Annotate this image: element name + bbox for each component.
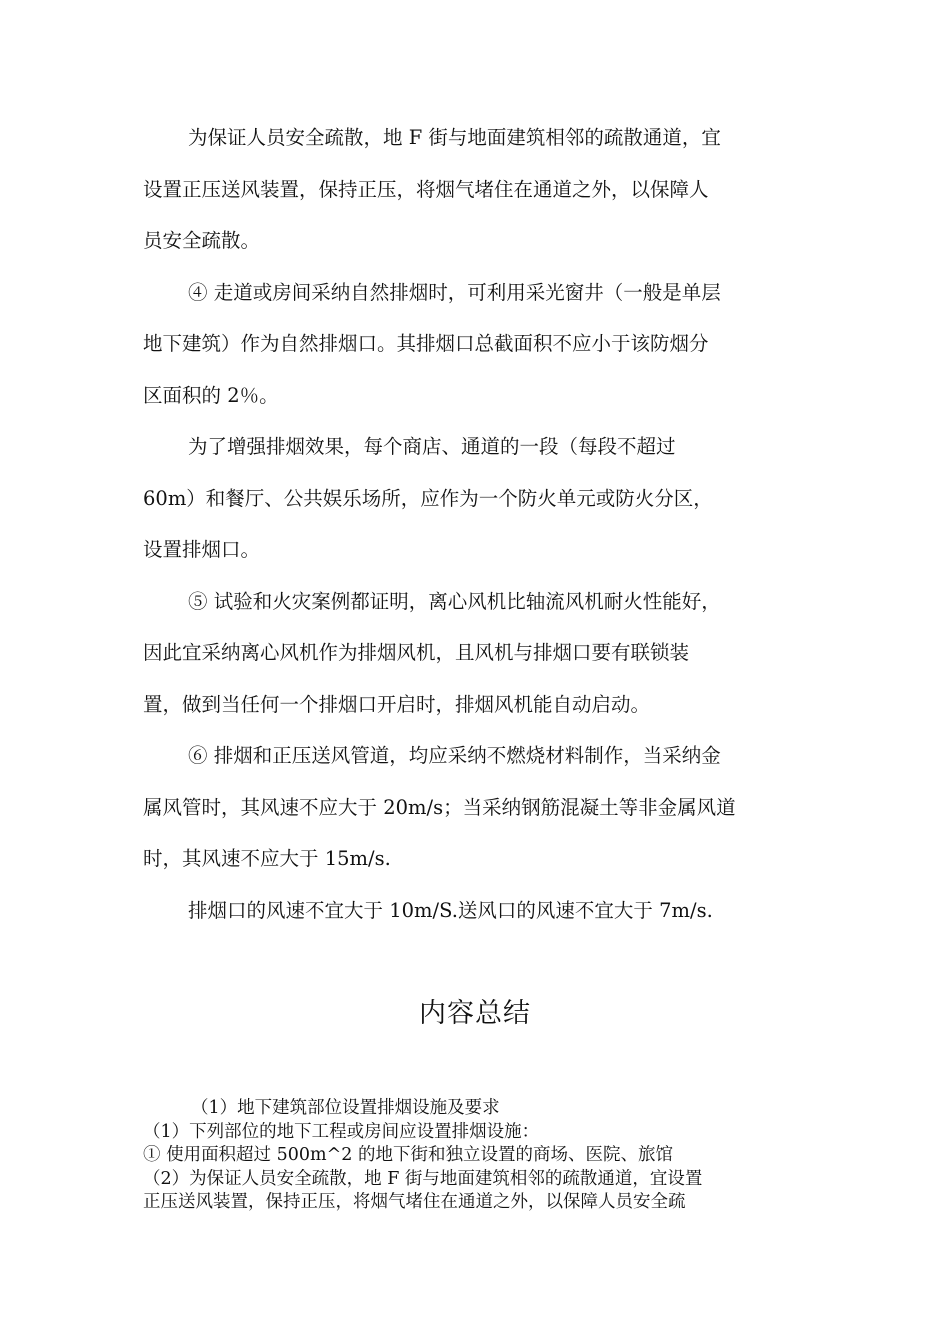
paragraph-3 — [143, 421, 808, 576]
summary-line: ① 使用面积超过 500m^2 的地下街和独立设置的商场、医院、旅馆 — [143, 1145, 673, 1166]
text-line: 排烟口的风速不宜大于 10m/S.送风口的风速不宜大于 7m/s. — [188, 898, 713, 922]
body-text — [143, 112, 808, 936]
summary-line: 正压送风装置，保持正压，将烟气堵住在通道之外，以保障人员安全疏 — [143, 1192, 686, 1213]
text-line: 因此宜采纳离心风机作为排烟风机，且风机与排烟口要有联锁装 — [143, 641, 690, 664]
text-line: 员安全疏散。 — [143, 229, 261, 252]
summary-section — [143, 1097, 813, 1215]
text-line: 设置正压送风装置，保持正压，将烟气堵住在通道之外，以保障人 — [143, 177, 709, 201]
text-line: 时，其风速不应大于 15m/s. — [143, 847, 391, 870]
text-line: 60m）和餐厅、公共娱乐场所，应作为一个防火单元或防火分区， — [143, 486, 713, 510]
text-line: 为了增强排烟效果，每个商店、通道的一段（每段不超过 — [188, 435, 676, 458]
text-line: ⑤ 试验和火灾案例都证明，离心风机比轴流风机耐火性能好， — [188, 589, 721, 613]
paragraph-4 — [143, 576, 808, 731]
paragraph-6 — [143, 885, 808, 937]
paragraph-1 — [143, 112, 808, 267]
summary-line: （1）地下建筑部位设置排烟设施及要求 — [191, 1098, 500, 1118]
text-line: 地下建筑）作为自然排烟口。其排烟口总截面积不应小于该防烟分 — [143, 332, 709, 355]
text-line: 为保证人员安全疏散，地 F 街与地面建筑相邻的疏散通道，宜 — [188, 126, 721, 149]
summary-line: （2）为保证人员安全疏散，地 F 街与地面建筑相邻的疏散通道，宜设置 — [143, 1168, 703, 1189]
summary-title: 内容总结 — [419, 998, 531, 1029]
paragraph-2 — [143, 267, 808, 422]
text-line: 属风管时，其风速不应大于 20m/s；当采纳钢筋混凝土等非金属风道 — [143, 795, 736, 819]
text-line: 区面积的 2％。 — [143, 383, 279, 407]
paragraph-5 — [143, 730, 808, 885]
summary-line: （1）下列部位的地下工程或房间应设置排烟设施： — [143, 1121, 540, 1142]
text-line: 置，做到当任何一个排烟口开启时，排烟风机能自动启动。 — [143, 692, 651, 716]
text-line: ⑥ 排烟和正压送风管道，均应采纳不燃烧材料制作，当采纳金 — [188, 744, 721, 767]
text-line: ④ 走道或房间采纳自然排烟时，可利用采光窗井（一般是单层 — [188, 280, 721, 304]
text-line: 设置排烟口。 — [143, 538, 261, 561]
